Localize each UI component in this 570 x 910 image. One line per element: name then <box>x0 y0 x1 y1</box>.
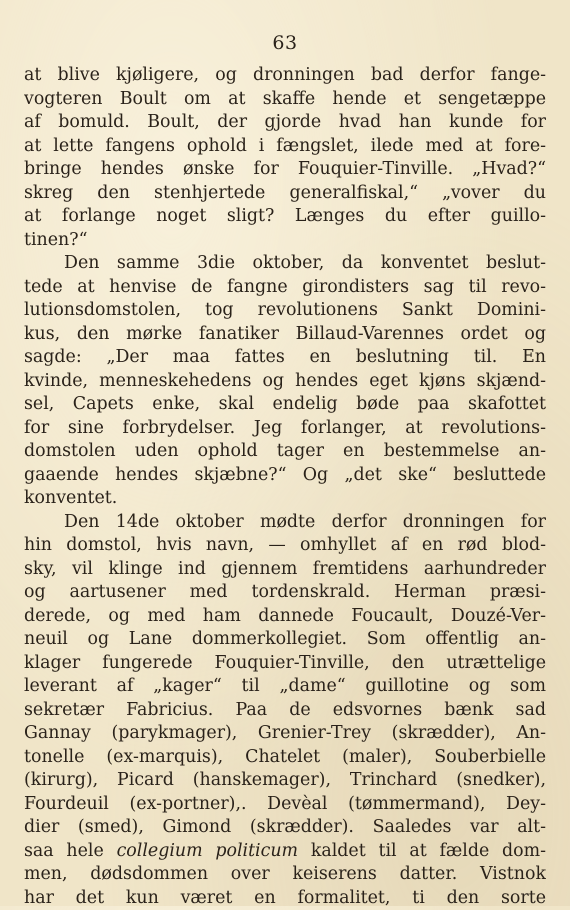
text-line: at lette fangens ophold i fængslet, ilede med at fore- <box>24 135 546 159</box>
text-line: (kirurg), Picard (hanskemager), Trinchard (snedker), <box>24 769 546 793</box>
text-line: og aartusener med tordenskrald. Herman præsi- <box>24 581 546 605</box>
page-number: 63 <box>0 32 570 54</box>
text-line: tede at henvise de fangne girondisters sag til revo- <box>24 276 546 300</box>
text-line: kvinde, menneskehedens og hendes eget kjøns skjænd- <box>24 370 546 394</box>
text-line-with-italic <box>24 840 546 864</box>
text-segment: saa hele <box>24 841 117 861</box>
text-line: hin domstol, hvis navn, — omhyllet af en rød blod- <box>24 534 546 558</box>
text-line: konventet. <box>24 487 546 511</box>
text-line: Gannay (parykmager), Grenier-Trey (skrædder), An- <box>24 722 546 746</box>
body-text <box>24 64 546 910</box>
text-line: Fourdeuil (ex-portner),. Devèal (tømmermand), Dey- <box>24 793 546 817</box>
text-line: tonelle (ex-marquis), Chatelet (maler), Souberbielle <box>24 746 546 770</box>
text-line: tinen?“ <box>24 229 546 253</box>
text-line: at forlange noget sligt? Længes du efter guillo- <box>24 205 546 229</box>
text-line: men, dødsdommen over keiserens datter. Vistnok <box>24 863 546 887</box>
text-line: kus, den mørke fanatiker Billaud-Varennes ordet og <box>24 323 546 347</box>
text-segment: kaldet til at fælde dom- <box>298 841 546 861</box>
text-line: gaaende hendes skjæbne?“ Og „det ske“ besluttede <box>24 464 546 488</box>
text-line: for sine forbrydelser. Jeg forlanger, at revolutions- <box>24 417 546 441</box>
text-line: bringe hendes ønske for Fouquier-Tinville. „Hvad?“ <box>24 158 546 182</box>
text-line: lutionsdomstolen, tog revolutionens Sankt Domini- <box>24 299 546 323</box>
text-line: at blive kjøligere, og dronningen bad derfor fange- <box>24 64 546 88</box>
text-line: leverant af „kager“ til „dame“ guillotine og som <box>24 675 546 699</box>
text-line: sel, Capets enke, skal endelig bøde paa skafottet <box>24 393 546 417</box>
text-line: derede, og med ham dannede Foucault, Douzé-Ver- <box>24 605 546 629</box>
text-line: klager fungerede Fouquier-Tinville, den utrættelige <box>24 652 546 676</box>
text-line: vogteren Boult om at skaffe hende et sengetæppe <box>24 88 546 112</box>
text-line: sekretær Fabricius. Paa de edsvornes bænk sad <box>24 699 546 723</box>
text-line: skreg den stenhjertede generalfiskal,“ „vover du <box>24 182 546 206</box>
text-line: neuil og Lane dommerkollegiet. Som offentlig an- <box>24 628 546 652</box>
text-line: sky, vil klinge ind gjennem fremtidens aarhundreder <box>24 558 546 582</box>
paragraph-first-line: Den 14de oktober mødte derfor dronningen for <box>24 511 546 535</box>
text-line: sagde: „Der maa fattes en beslutning til. En <box>24 346 546 370</box>
paragraph-first-line: Den samme 3die oktober, da konventet beslut- <box>24 252 546 276</box>
text-line: af bomuld. Boult, der gjorde hvad han kunde for <box>24 111 546 135</box>
text-line: domstolen uden ophold tager en bestemmelse an- <box>24 440 546 464</box>
text-line: dier (smed), Gimond (skrædder). Saaledes var alt- <box>24 816 546 840</box>
text-line: har det kun været en formalitet, ti den sorte <box>24 887 546 910</box>
italic-phrase: collegium politicum <box>117 841 299 861</box>
